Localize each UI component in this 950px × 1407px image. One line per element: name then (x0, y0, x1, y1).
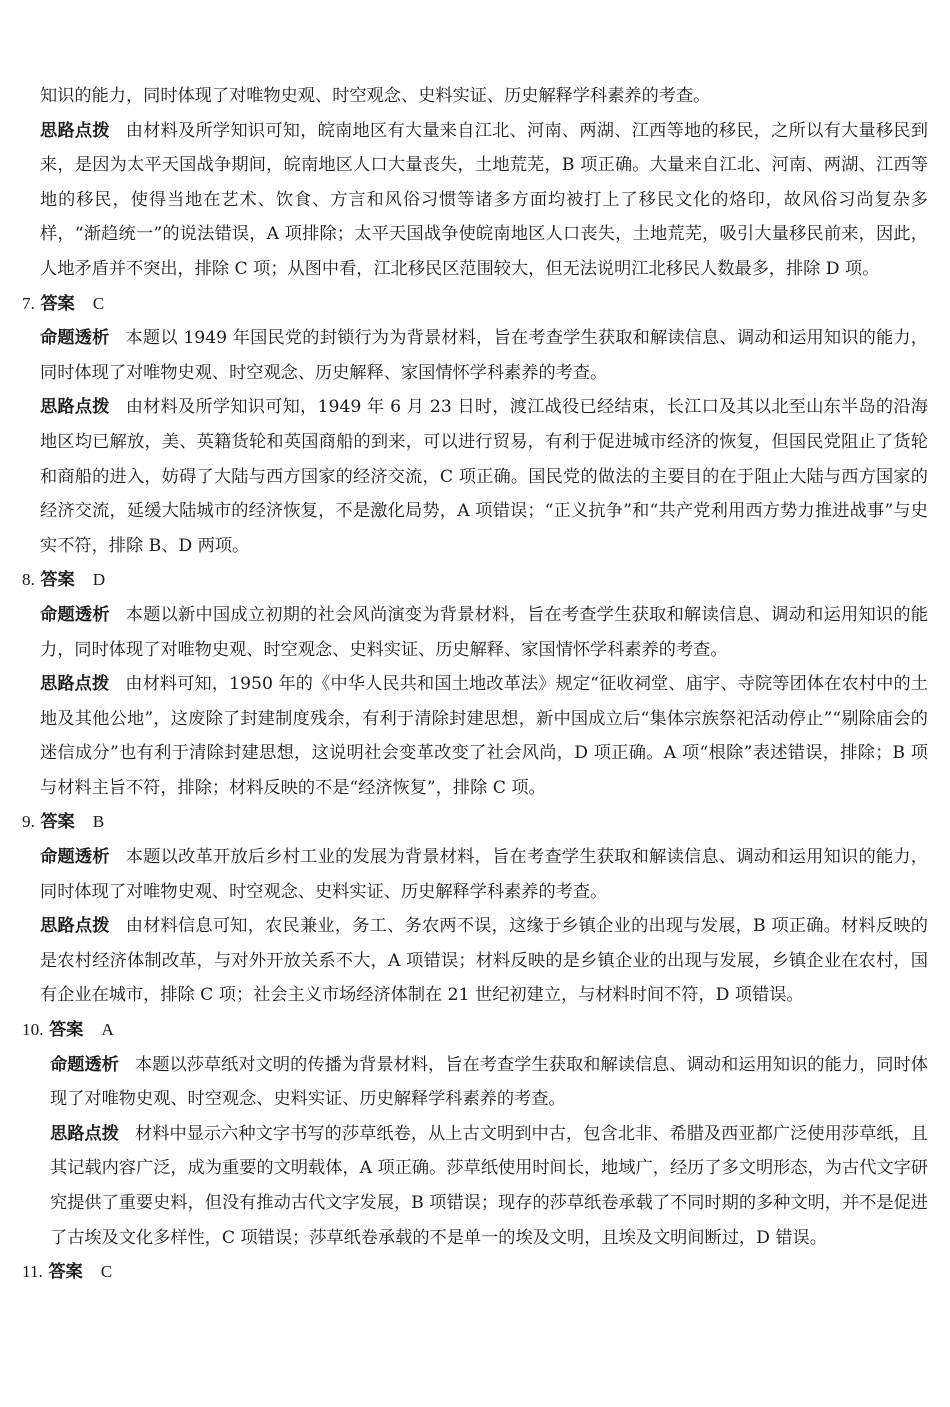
intent-label: 命题透析 (40, 604, 110, 625)
analysis-text: 由材料及所学知识可知，皖南地区有大量来自江北、河南、两湖、江西等地的移民，之所以有大量移民到来，是因为太平天国战争期间，皖南地区人口大量丧失，土地荒芜，B 项正确。大量来自江北、河南、两湖、江西等地的移民，使得当地在艺术、饮食、方言和风俗习惯等诸多方面均被打上了移民文化的烙印，故风俗习尚复杂多样，“渐趋统一”的说法错误，A 项排除；太平天国战争使皖南地区人口丧失，土地荒芜，吸引大量移民前来，因此，人地矛盾并不突出，排除 C 项；从图中看，江北移民区范围较大，但无法说明江北移民人数最多，排除 D 项。 (40, 120, 928, 279)
q8-answer-line (22, 563, 928, 598)
intent-label: 命题透析 (50, 1054, 119, 1075)
analysis-text: 由材料可知，1950 年的《中华人民共和国土地改革法》规定“征收祠堂、庙宇、寺院等团体在农村中的土地及其他公地”，这废除了封建制度残余，有利于清除封建思想，新中国成立后“集体宗族祭祀活动停止”“剔除庙会的迷信成分”也有利于清除封建思想，这说明社会变革改变了社会风尚，D 项正确。A 项“根除”表述错误，排除；B 项与材料主旨不符，排除；材料反映的不是“经济恢复”，排除 C 项。 (40, 674, 928, 798)
intent-text: 本题以改革开放后乡村工业的发展为背景材料，旨在考查学生获取和解读信息、调动和运用知识的能力，同时体现了对唯物史观、时空观念、史料实证、历史解释学科素养的考查。 (40, 847, 928, 902)
q7-analysis (40, 390, 928, 563)
analysis-label: 思路点拨 (40, 120, 110, 141)
q10-analysis (50, 1117, 928, 1255)
answer-value: C (92, 293, 105, 313)
analysis-label: 思路点拨 (50, 1123, 119, 1144)
analysis-text: 由材料信息可知，农民兼业，务工、务农两不误，这缘于乡镇企业的出现与发展，B 项正确。材料反映的是农村经济体制改革，与对外开放关系不大，A 项错误；材料反映的是乡镇企业的出现与发展，乡镇企业在农村，国有企业在城市，排除 C 项；社会主义市场经济体制在 21 世纪初建立，与材料时间不符，D 项错误。 (40, 916, 928, 1006)
answer-label: 答案 (40, 293, 75, 314)
intent-tail-text: 知识的能力，同时体现了对唯物史观、时空观念、史料实证、历史解释学科素养的考查。 (40, 86, 711, 106)
question-number: 8. (22, 570, 35, 590)
q6-continuation (40, 79, 928, 287)
q7-body (40, 321, 928, 563)
analysis-text: 材料中显示六种文字书写的莎草纸卷，从上古文明到中古，包含北非、希腊及西亚都广泛使用莎草纸，且其记载内容广泛，成为重要的文明载体，A 项正确。莎草纸使用时间长，地域广，经历了多文明形态，为古代文字研究提供了重要史料，但没有推动古代文字发展，B 项错误；现存的莎草纸卷承载了不同时期的多种文明，并不是促进了古埃及文化多样性，C 项错误；莎草纸卷承载的不是单一的埃及文明，且埃及文明间断过，D 错误。 (50, 1123, 928, 1248)
q8-analysis (40, 667, 928, 805)
q7-answer-line (22, 287, 928, 322)
intent-text: 本题以 1949 年国民党的封锁行为为背景材料，旨在考查学生获取和解读信息、调动和运用知识的能力，同时体现了对唯物史观、时空观念、历史解释、家国情怀学科素养的考查。 (40, 328, 928, 383)
analysis-label: 思路点拨 (40, 916, 110, 937)
q8-intent (40, 598, 928, 667)
answer-label: 答案 (48, 1262, 83, 1283)
analysis-text: 由材料及所学知识可知，1949 年 6 月 23 日时，渡江战役已经结束，长江口及其以北至山东半岛的沿海地区均已解放，美、英籍货轮和英国商船的到来，可以进行贸易，有利于促进城市经济的恢复，但国民党阻止了货轮和商船的进入，妨碍了大陆与西方国家的经济交流，C 项正确。国民党的做法的主要目的在于阻止大陆与西方国家的经济交流，延缓大陆城市的经济恢复，不是激化局势，A 项错误；“正义抗争”和“共产党利用西方势力推进战事”与史实不符，排除 B、D 两项。 (40, 397, 928, 556)
question-number: 9. (22, 812, 35, 832)
q9-intent (40, 840, 928, 909)
answer-label: 答案 (48, 1020, 84, 1041)
q11-answer-line (22, 1255, 928, 1290)
q8-body (40, 598, 928, 806)
intent-label: 命题透析 (40, 847, 110, 868)
analysis-label: 思路点拨 (40, 397, 110, 418)
analysis-label: 思路点拨 (40, 674, 110, 695)
q6-analysis (40, 114, 928, 287)
q10-intent (50, 1048, 928, 1117)
q7-intent (40, 321, 928, 390)
question-number: 11. (22, 1262, 43, 1282)
answer-label: 答案 (40, 570, 75, 591)
answer-value: C (100, 1262, 113, 1282)
q9-analysis (40, 909, 928, 1013)
answer-value: D (92, 570, 106, 590)
question-number: 7. (22, 293, 35, 313)
q10-body (50, 1048, 928, 1256)
q9-body (40, 840, 928, 1013)
q9-answer-line (22, 805, 928, 840)
answer-value: B (92, 812, 105, 832)
intent-text: 本题以新中国成立初期的社会风尚演变为背景材料，旨在考查学生获取和解读信息、调动和运用知识的能力，同时体现了对唯物史观、时空观念、史料实证、历史解释、家国情怀学科素养的考查。 (40, 604, 928, 660)
intent-label: 命题透析 (40, 328, 110, 349)
answer-label: 答案 (40, 812, 75, 833)
q10-answer-line (22, 1013, 928, 1048)
intent-text: 本题以莎草纸对文明的传播为背景材料，旨在考查学生获取和解读信息、调动和运用知识的能力，同时体现了对唯物史观、时空观念、史料实证、历史解释学科素养的考查。 (50, 1054, 928, 1110)
answer-value: A (101, 1020, 114, 1040)
question-number: 10. (22, 1020, 44, 1040)
